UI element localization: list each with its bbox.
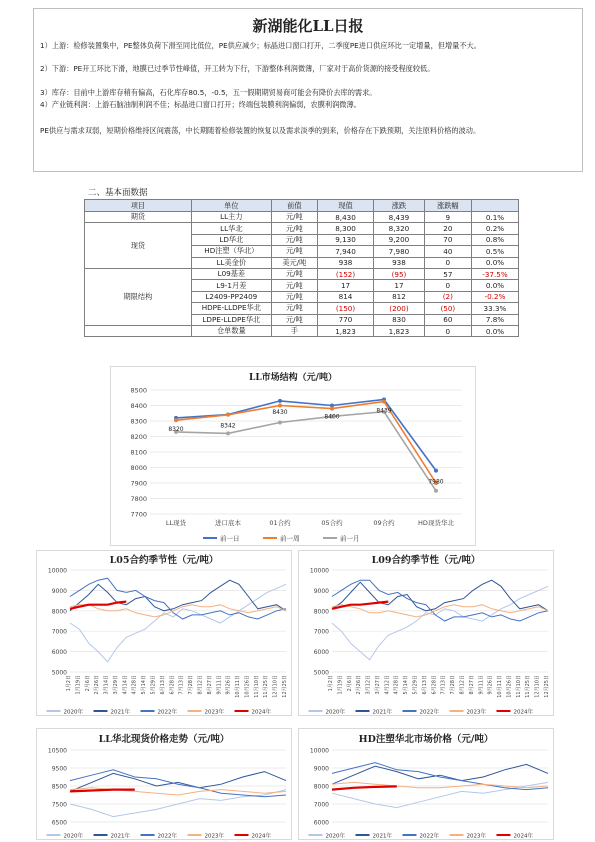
fundamental-data-table (84, 199, 519, 337)
summary-box (33, 8, 583, 172)
x-tick-label: 09合约 (373, 519, 395, 527)
group-label: 期货 (85, 212, 192, 223)
cell-chg: 57 (424, 268, 471, 279)
data-label: 8342 (220, 422, 236, 430)
legend-label: 2020年 (63, 833, 83, 840)
header-col-3: 前值 (271, 200, 317, 212)
cell-prev: 8,300 (317, 223, 373, 234)
x-tick-label: 7月28日 (188, 675, 195, 695)
data-point (434, 489, 438, 493)
row-item: LL主力 (191, 212, 271, 223)
chart-title: L09合约季节性（元/吨） (371, 555, 481, 566)
y-tick-label: 9500 (51, 765, 67, 773)
x-tick-label: 7月13日 (440, 675, 447, 695)
legend-label: 2023年 (466, 833, 486, 840)
legend-label: 2022年 (157, 833, 177, 840)
data-label: 7980 (428, 478, 444, 486)
x-tick-label: 6月13日 (421, 675, 428, 695)
x-tick-label: LL现货 (165, 519, 187, 527)
cell-prev: 8,430 (317, 212, 373, 223)
y-tick-label: 8100 (130, 448, 147, 457)
cell-prev: (150) (317, 303, 373, 314)
cell-prev: 1,823 (317, 325, 373, 336)
row-item: LL华北 (191, 223, 271, 234)
y-tick-label: 5000 (313, 669, 329, 677)
cell-unit: 美元/吨 (271, 257, 317, 268)
data-point (226, 431, 230, 435)
legend-label: 2021年 (372, 833, 392, 840)
cell-unit: 元/吨 (271, 268, 317, 279)
cell-unit: 元/吨 (271, 246, 317, 257)
x-tick-label: 3月14日 (103, 675, 110, 695)
legend-label: 2021年 (110, 833, 130, 840)
cell-chg: 70 (424, 234, 471, 245)
x-tick-label: 8月27日 (468, 675, 475, 695)
y-tick-label: 8000 (51, 608, 67, 616)
y-tick-label: 8500 (51, 783, 67, 791)
chart-frame (37, 729, 292, 840)
cell-pct: 0.0% (471, 257, 518, 268)
x-tick-label: 1月19日 (75, 675, 82, 695)
paragraph-conclusion: PE供应与需求双弱，短期价格维持区间震荡，中长期随着检修装置的恢复以及需求淡季的到来，价格存在下跌预期，关注原料价格的波动。 (40, 126, 481, 135)
data-point (278, 421, 282, 425)
data-label: 8320 (168, 425, 184, 433)
x-tick-label: 1月2日 (328, 675, 334, 692)
row-item: LDPE-LLDPE华北 (191, 314, 271, 325)
y-tick-label: 7000 (51, 628, 67, 636)
legend-label: 前一日 (220, 534, 240, 543)
cell-pct: -37.5% (471, 268, 518, 279)
table-row (85, 223, 519, 234)
legend-label: 2022年 (419, 833, 439, 840)
cell-pct: 0.0% (471, 280, 518, 291)
x-tick-label: 4月28日 (131, 675, 138, 695)
legend-label: 2023年 (466, 709, 486, 716)
x-tick-label: 3月27日 (374, 675, 381, 695)
x-tick-label: 4月28日 (393, 675, 400, 695)
cell-unit: 元/吨 (271, 314, 317, 325)
legend-label: 2024年 (251, 709, 271, 716)
cell-chg: 0 (424, 257, 471, 268)
y-tick-label: 6000 (313, 819, 329, 827)
chart-title: LL市场结构（元/吨） (249, 373, 337, 383)
cell-chg: 60 (424, 314, 471, 325)
y-tick-label: 5000 (51, 669, 67, 677)
cell-cur: 8,439 (374, 212, 424, 223)
x-tick-label: 9月26日 (225, 675, 232, 695)
y-tick-label: 8000 (313, 608, 329, 616)
x-tick-label: 2月26日 (94, 675, 101, 695)
paragraph-profit: 4）产业链利润：上游石脑油制利润不佳；标晶进口窗口打开；终端包装膜利润偏弱，农膜利润微薄。 (40, 100, 361, 109)
x-tick-label: 11月10日 (515, 675, 522, 698)
l05-seasonal-chart (36, 550, 292, 716)
data-point (278, 399, 282, 403)
table-row (85, 325, 519, 336)
x-tick-label: 3月29日 (112, 675, 119, 695)
chart-title: L05合约季节性（元/吨） (109, 555, 219, 566)
x-tick-label: 12月25日 (544, 675, 550, 698)
x-tick-label: 12月25日 (282, 675, 288, 698)
y-tick-label: 8000 (313, 783, 329, 791)
cell-unit: 元/吨 (271, 212, 317, 223)
x-tick-label: 12月10日 (272, 675, 279, 698)
cell-cur: 9,200 (374, 234, 424, 245)
row-item: HDPE-LLDPE华北 (191, 303, 271, 314)
cell-prev: 938 (317, 257, 373, 268)
x-tick-label: 7月28日 (450, 675, 457, 695)
legend-label: 2021年 (372, 709, 392, 716)
data-point (174, 418, 178, 422)
group-label: 现货 (85, 223, 192, 269)
legend-label: 2021年 (110, 709, 130, 716)
cell-pct: -0.2% (471, 291, 518, 302)
l09-seasonal-chart (298, 550, 554, 716)
x-tick-label: 2月26日 (356, 675, 363, 695)
legend-label: 2023年 (204, 833, 224, 840)
y-tick-label: 10000 (309, 747, 329, 755)
data-point (330, 407, 334, 411)
x-tick-label: 6月13日 (159, 675, 166, 695)
legend-label: 2024年 (251, 833, 271, 840)
cell-pct: 0.1% (471, 212, 518, 223)
table-row (85, 268, 519, 279)
cell-cur: 830 (374, 314, 424, 325)
x-tick-label: 01合约 (269, 519, 291, 527)
x-tick-label: 9月11日 (216, 675, 223, 695)
x-tick-label: 进口底本 (215, 519, 241, 527)
paragraph-upstream: 1）上游：检修装置集中，PE整体负荷下滑至同比低位，PE供应减少；标晶进口窗口打开，二季度PE进口供应环比一定增量，但增量不大。 (40, 41, 481, 50)
y-tick-label: 7800 (130, 495, 147, 503)
x-tick-label: 9月11日 (478, 675, 485, 695)
cell-chg: (2) (424, 291, 471, 302)
legend-label: 2020年 (325, 709, 345, 716)
cell-cur: (200) (374, 303, 424, 314)
legend-label: 2024年 (513, 709, 533, 716)
section-title: 二、基本面数据 (88, 188, 148, 198)
cell-cur: (95) (374, 268, 424, 279)
report-title: 新湖能化LL日报 (252, 17, 364, 35)
x-tick-label: 5月29日 (150, 675, 157, 695)
cell-pct: 0.0% (471, 325, 518, 336)
legend-label: 前一月 (340, 534, 360, 543)
data-point (278, 404, 282, 408)
y-tick-label: 10500 (47, 747, 67, 755)
group-label: 期限结构 (85, 268, 192, 325)
cell-pct: 33.3% (471, 303, 518, 314)
cell-chg: 0 (424, 325, 471, 336)
header-col-6: 涨跌幅 (424, 200, 471, 212)
cell-cur: 1,823 (374, 325, 424, 336)
cell-pct: 7.8% (471, 314, 518, 325)
y-tick-label: 8000 (130, 464, 147, 472)
cell-prev: 17 (317, 280, 373, 291)
row-item: L09基差 (191, 268, 271, 279)
chart-title: LL华北现货价格走势（元/吨） (98, 734, 230, 745)
y-tick-label: 7000 (313, 801, 329, 809)
row-item: HD注塑（华北） (191, 246, 271, 257)
header-item: 项目 (85, 200, 192, 212)
data-point (226, 413, 230, 417)
x-tick-label: 11月25日 (263, 675, 270, 698)
x-tick-label: 8月27日 (206, 675, 213, 695)
cell-cur: 17 (374, 280, 424, 291)
cell-prev: 9,130 (317, 234, 373, 245)
x-tick-label: 10月26日 (244, 675, 251, 698)
market-structure-chart (110, 366, 476, 546)
cell-unit: 元/吨 (271, 234, 317, 245)
cell-pct: 0.8% (471, 234, 518, 245)
legend-label: 前一周 (280, 534, 300, 543)
row-item: 仓单数量 (191, 325, 271, 336)
y-tick-label: 7900 (130, 479, 147, 488)
cell-prev: (152) (317, 268, 373, 279)
legend-label: 2020年 (325, 833, 345, 840)
x-tick-label: 6月28日 (431, 675, 438, 695)
cell-chg: 0 (424, 280, 471, 291)
y-tick-label: 7500 (51, 801, 67, 809)
legend-label: 2023年 (204, 709, 224, 716)
header-col-7 (471, 200, 518, 212)
y-tick-label: 7700 (130, 510, 147, 519)
y-tick-label: 6500 (51, 819, 67, 827)
header-col-4: 现值 (317, 200, 373, 212)
x-tick-label: 10月11日 (497, 675, 504, 698)
legend-label: 2022年 (419, 709, 439, 716)
x-tick-label: 1月19日 (337, 675, 344, 695)
x-tick-label: HD现货华北 (418, 519, 454, 527)
row-item: LD华北 (191, 234, 271, 245)
y-tick-label: 6000 (313, 649, 329, 657)
table-row (85, 212, 519, 223)
x-tick-label: 2月6日 (84, 675, 91, 692)
x-tick-label: 10月26日 (506, 675, 513, 698)
group-label (85, 325, 192, 336)
row-item: L9-1月差 (191, 280, 271, 291)
cell-pct: 0.2% (471, 223, 518, 234)
cell-prev: 770 (317, 314, 373, 325)
x-tick-label: 4月14日 (122, 675, 129, 695)
ll-north-spot-chart (36, 728, 292, 840)
y-tick-label: 6000 (51, 649, 67, 657)
y-tick-label: 9000 (313, 587, 329, 595)
x-tick-label: 5月29日 (412, 675, 419, 695)
legend-label: 2020年 (63, 709, 83, 716)
data-point (434, 469, 438, 473)
header-col-2: 单位 (191, 200, 271, 212)
x-tick-label: 8月12日 (459, 675, 466, 695)
y-tick-label: 9000 (51, 587, 67, 595)
legend-label: 2022年 (157, 709, 177, 716)
y-tick-label: 10000 (309, 567, 329, 575)
cell-pct: 0.5% (471, 246, 518, 257)
cell-unit: 元/吨 (271, 223, 317, 234)
chart-title: HD注塑华北市场价格（元/吨） (358, 734, 494, 745)
x-tick-label: 11月25日 (525, 675, 532, 698)
x-tick-label: 10月11日 (235, 675, 242, 698)
legend-label: 2024年 (513, 833, 533, 840)
y-tick-label: 8300 (130, 417, 147, 426)
x-tick-label: 8月12日 (197, 675, 204, 695)
cell-unit: 手 (271, 325, 317, 336)
x-tick-label: 6月28日 (169, 675, 176, 695)
data-point (382, 400, 386, 404)
x-tick-label: 7月13日 (178, 675, 185, 695)
cell-cur: 8,320 (374, 223, 424, 234)
x-tick-label: 2月6日 (346, 675, 353, 692)
x-tick-label: 5月14日 (403, 675, 410, 695)
table-header-row (85, 200, 519, 212)
x-tick-label: 05合约 (321, 519, 343, 527)
x-tick-label: 3月12日 (365, 675, 372, 695)
cell-chg: 40 (424, 246, 471, 257)
x-tick-label: 11月10日 (253, 675, 260, 698)
x-tick-label: 12月10日 (534, 675, 541, 698)
cell-chg: 20 (424, 223, 471, 234)
data-label: 8400 (324, 413, 340, 421)
data-label: 8430 (272, 408, 288, 416)
cell-cur: 7,980 (374, 246, 424, 257)
x-tick-label: 9月26日 (487, 675, 494, 695)
cell-cur: 812 (374, 291, 424, 302)
x-tick-label: 1月2日 (66, 675, 72, 692)
paragraph-downstream: 2）下游：PE开工环比下滑，地膜已过季节性峰值，开工转为下行，下游整体利润微薄，厂家对于高价货源的接受程度较低。 (40, 64, 435, 73)
y-tick-label: 7000 (313, 628, 329, 636)
y-tick-label: 8500 (130, 386, 147, 395)
row-item: L2409-PP2409 (191, 291, 271, 302)
y-tick-label: 10000 (47, 567, 67, 575)
cell-unit: 元/吨 (271, 280, 317, 291)
hd-injection-north-chart (298, 728, 554, 840)
y-tick-label: 8200 (130, 433, 147, 441)
cell-chg: 9 (424, 212, 471, 223)
cell-cur: 938 (374, 257, 424, 268)
cell-unit: 元/吨 (271, 303, 317, 314)
x-tick-label: 4月12日 (384, 675, 391, 695)
y-tick-label: 9000 (313, 765, 329, 773)
paragraph-inventory: 3）库存：目前中上游库存稍有偏高，石化库存80.5，-0.5，五一假期期贸易商可能会有降价去库的需求。 (40, 88, 377, 97)
cell-prev: 814 (317, 291, 373, 302)
y-tick-label: 8400 (130, 402, 147, 410)
data-label: 8439 (376, 407, 392, 415)
header-col-5: 涨跌 (374, 200, 424, 212)
x-tick-label: 5月14日 (141, 675, 148, 695)
row-item: LL美金价 (191, 257, 271, 268)
cell-prev: 7,940 (317, 246, 373, 257)
cell-chg: (50) (424, 303, 471, 314)
cell-unit: 元/吨 (271, 291, 317, 302)
